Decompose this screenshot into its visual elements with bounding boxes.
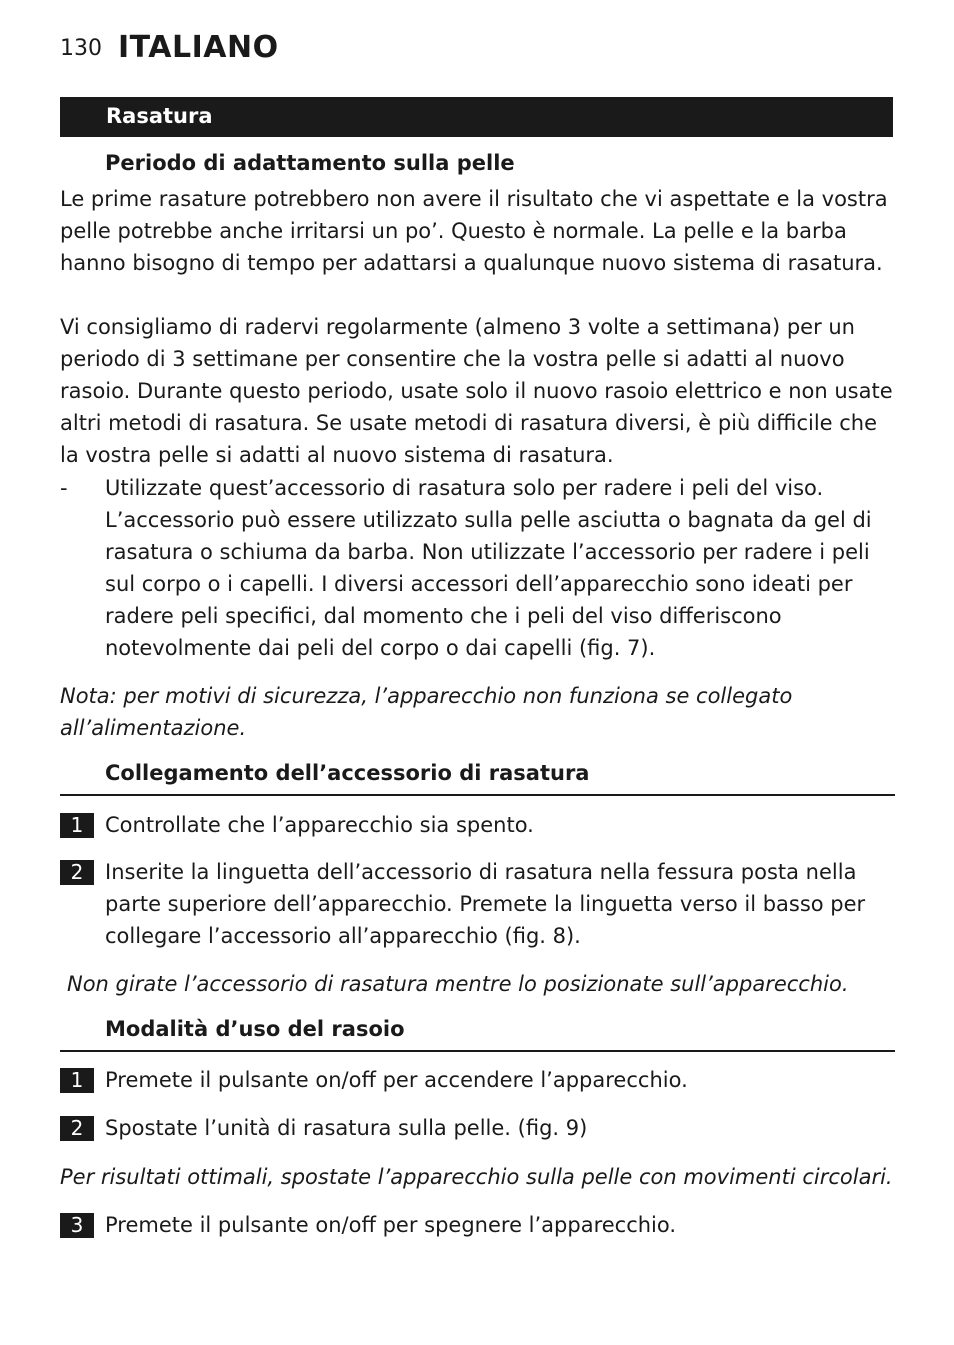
- attach-note: Non girate l’accessorio di rasatura mentre lo posizionate sull’apparecchio.: [67, 972, 849, 996]
- step-text: Spostate l’unità di rasatura sulla pelle. (fig. 9): [105, 1116, 588, 1140]
- bullet-text: Utilizzate quest’accessorio di rasatura solo per radere i peli del viso. L’accessorio può essere utilizzato sulla pelle asciutta o bagnata da gel di rasatura o schiuma da barba. Non utilizzate l’accessorio per radere i peli sul corpo o i capelli. I diversi accessori dell’apparecchio sono ideati per radere peli specifici, dal momento che i peli del viso differiscono notevolmente dai peli del corpo o dai capelli (fig. 7).: [105, 476, 872, 660]
- step-text: Premete il pulsante on/off per spegnere l’apparecchio.: [105, 1213, 677, 1237]
- attach-rule: [60, 794, 895, 796]
- step-number: 2: [60, 1116, 94, 1141]
- page-number: 130: [60, 36, 102, 61]
- step-text: Premete il pulsante on/off per accendere l’apparecchio.: [105, 1068, 688, 1092]
- safety-note: Nota: per motivi di sicurezza, l’apparecchio non funziona se collegato all’alimentazione.: [60, 684, 793, 740]
- section-bar-title: Rasatura: [106, 104, 213, 128]
- bullet-dash: -: [60, 476, 68, 500]
- step-text: Inserite la linguetta dell’accessorio di rasatura nella fessura posta nella parte superiore dell’apparecchio. Premete la linguetta verso il basso per collegare l’accessorio all’apparecchio (fig. 8).: [105, 860, 866, 948]
- step-number: 1: [60, 1068, 94, 1093]
- usage-note: Per risultati ottimali, spostate l’apparecchio sulla pelle con movimenti circolari.: [60, 1165, 893, 1189]
- step-number: 1: [60, 813, 94, 838]
- adaptation-paragraph-1: Le prime rasature potrebbero non avere il risultato che vi aspettate e la vostra pelle potrebbe anche irritarsi un po’. Questo è normale. La pelle e la barba hanno bisogno di tempo per adattarsi a qualunque nuovo sistema di rasatura.: [60, 187, 888, 275]
- step-number: 3: [60, 1213, 94, 1238]
- usage-rule: [60, 1050, 895, 1052]
- language-heading: ITALIANO: [118, 30, 279, 65]
- step-text: Controllate che l’apparecchio sia spento.: [105, 813, 534, 837]
- section-bar: [60, 97, 893, 137]
- attach-heading: Collegamento dell’accessorio di rasatura: [105, 761, 590, 785]
- usage-heading: Modalità d’uso del rasoio: [105, 1017, 405, 1041]
- step-number: 2: [60, 860, 94, 885]
- adaptation-paragraph-2: Vi consigliamo di radervi regolarmente (almeno 3 volte a settimana) per un periodo di 3 settimane per consentire che la vostra pelle si adatti al nuovo rasoio. Durante questo periodo, usate solo il nuovo rasoio elettrico e non usate altri metodi di rasatura. Se usate metodi di rasatura diversi, è più difficile che la vostra pelle si adatti al nuovo sistema di rasatura.: [60, 315, 893, 467]
- adaptation-heading: Periodo di adattamento sulla pelle: [105, 151, 515, 175]
